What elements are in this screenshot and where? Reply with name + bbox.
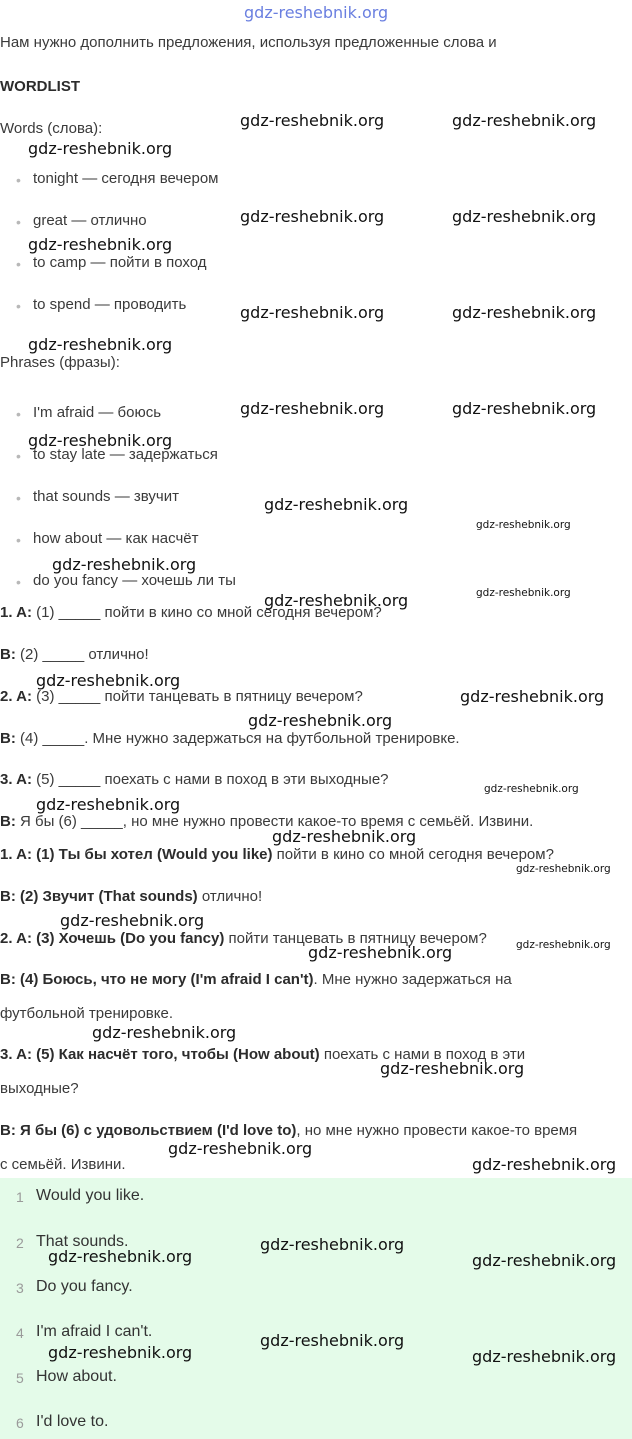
task-line-5: 3. A: (5) _____ поехать с нами в поход в эти выходные? xyxy=(0,771,389,788)
watermark: gdz-reshebnik.org xyxy=(460,687,605,706)
watermark: gdz-reshebnik.org xyxy=(260,1331,405,1350)
bullet-icon: • xyxy=(16,214,21,230)
answer-number: 4 xyxy=(16,1325,24,1341)
phrase-item: to stay late — задержаться xyxy=(33,446,218,463)
watermark: gdz-reshebnik.org xyxy=(476,587,571,599)
task-line-1: 1. A: (1) _____ пойти в кино со мной сегодня вечером? xyxy=(0,604,382,621)
bullet-icon: • xyxy=(16,490,21,506)
word-item: to camp — пойти в поход xyxy=(33,254,207,271)
watermark: gdz-reshebnik.org xyxy=(452,303,597,322)
answers-panel xyxy=(0,1178,632,1439)
answer-number: 2 xyxy=(16,1235,24,1251)
bullet-icon: • xyxy=(16,532,21,548)
bullet-icon: • xyxy=(16,406,21,422)
watermark: gdz-reshebnik.org xyxy=(472,1251,617,1270)
word-item: tonight — сегодня вечером xyxy=(33,170,219,187)
word-item: to spend — проводить xyxy=(33,296,187,313)
words-heading: Words (слова): xyxy=(0,120,103,137)
watermark: gdz-reshebnik.org xyxy=(92,1023,237,1042)
solution-line-1: 1. A: (1) Ты бы хотел (Would you like) пойти в кино со мной сегодня вечером? xyxy=(0,846,554,863)
watermark: gdz-reshebnik.org xyxy=(452,111,597,130)
watermark: gdz-reshebnik.org xyxy=(28,139,173,158)
phrase-item: that sounds — звучит xyxy=(33,488,179,505)
solution-line-4: B: (4) Боюсь, что не могу (I'm afraid I can't). Мне нужно задержаться на xyxy=(0,971,512,988)
watermark: gdz-reshebnik.org xyxy=(36,671,181,690)
task-line-6: B: Я бы (6) _____, но мне нужно провести какое-то время с семьёй. Извини. xyxy=(0,813,534,830)
bullet-icon: • xyxy=(16,448,21,464)
answer-item: How about. xyxy=(36,1368,117,1385)
watermark: gdz-reshebnik.org xyxy=(248,711,393,730)
solution-line-5-cont: выходные? xyxy=(0,1080,79,1097)
watermark: gdz-reshebnik.org xyxy=(452,399,597,418)
answer-item: That sounds. xyxy=(36,1233,129,1250)
watermark: gdz-reshebnik.org xyxy=(516,939,611,951)
task-line-4: B: (4) _____. Мне нужно задержаться на футбольной тренировке. xyxy=(0,730,460,747)
watermark: gdz-reshebnik.org xyxy=(472,1155,617,1174)
watermark: gdz-reshebnik.org xyxy=(36,795,181,814)
watermark: gdz-reshebnik.org xyxy=(516,863,611,875)
answer-item: Do you fancy. xyxy=(36,1278,133,1295)
watermark: gdz-reshebnik.org xyxy=(28,235,173,254)
watermark: gdz-reshebnik.org xyxy=(168,1139,313,1158)
watermark: gdz-reshebnik.org xyxy=(48,1247,193,1266)
solution-line-3: 2. A: (3) Хочешь (Do you fancy) пойти танцевать в пятницу вечером? xyxy=(0,930,487,947)
watermark: gdz-reshebnik.org xyxy=(472,1347,617,1366)
answer-number: 5 xyxy=(16,1370,24,1386)
phrase-item: I'm afraid — боюсь xyxy=(33,404,162,421)
watermark: gdz-reshebnik.org xyxy=(52,555,197,574)
solution-line-6-cont: с семьёй. Извини. xyxy=(0,1156,126,1173)
watermark: gdz-reshebnik.org xyxy=(60,911,205,930)
solution-line-6: B: Я бы (6) с удовольствием (I'd love to), но мне нужно провести какое-то время xyxy=(0,1122,578,1139)
watermark: gdz-reshebnik.org xyxy=(240,399,385,418)
phrase-item: how about — как насчёт xyxy=(33,530,199,547)
watermark: gdz-reshebnik.org xyxy=(28,431,173,450)
solution-line-4-cont: футбольной тренировке. xyxy=(0,1005,173,1022)
watermark: gdz-reshebnik.org xyxy=(260,1235,405,1254)
answer-number: 1 xyxy=(16,1189,24,1205)
answer-item: I'm afraid I can't. xyxy=(36,1323,153,1340)
answer-number: 6 xyxy=(16,1415,24,1431)
answer-number: 3 xyxy=(16,1280,24,1296)
answer-item: I'd love to. xyxy=(36,1413,109,1430)
answer-item: Would you like. xyxy=(36,1187,145,1204)
solution-line-2: B: (2) Звучит (That sounds) отлично! xyxy=(0,888,263,905)
watermark: gdz-reshebnik.org xyxy=(244,3,389,22)
word-item: great — отлично xyxy=(33,212,147,229)
watermark: gdz-reshebnik.org xyxy=(484,783,579,795)
watermark: gdz-reshebnik.org xyxy=(240,207,385,226)
watermark: gdz-reshebnik.org xyxy=(476,519,571,531)
watermark: gdz-reshebnik.org xyxy=(452,207,597,226)
bullet-icon: • xyxy=(16,172,21,188)
watermark: gdz-reshebnik.org xyxy=(48,1343,193,1362)
task-line-2: B: (2) _____ отлично! xyxy=(0,646,149,663)
watermark: gdz-reshebnik.org xyxy=(380,1059,525,1078)
bullet-icon: • xyxy=(16,298,21,314)
solution-line-5: 3. A: (5) Как насчёт того, чтобы (How about) поехать с нами в поход в эти xyxy=(0,1046,526,1063)
intro-text: Нам нужно дополнить предложения, используя предложенные слова и xyxy=(0,34,497,51)
watermark: gdz-reshebnik.org xyxy=(240,303,385,322)
task-line-3: 2. A: (3) _____ пойти танцевать в пятницу вечером? xyxy=(0,688,363,705)
watermark: gdz-reshebnik.org xyxy=(264,591,409,610)
bullet-icon: • xyxy=(16,256,21,272)
phrases-heading: Phrases (фразы): xyxy=(0,354,120,371)
watermark: gdz-reshebnik.org xyxy=(308,943,453,962)
phrase-item: do you fancy — хочешь ли ты xyxy=(33,572,236,589)
watermark: gdz-reshebnik.org xyxy=(28,335,173,354)
watermark: gdz-reshebnik.org xyxy=(272,827,417,846)
watermark: gdz-reshebnik.org xyxy=(240,111,385,130)
wordlist-title: WORDLIST xyxy=(0,78,80,95)
bullet-icon: • xyxy=(16,574,21,590)
watermark: gdz-reshebnik.org xyxy=(264,495,409,514)
